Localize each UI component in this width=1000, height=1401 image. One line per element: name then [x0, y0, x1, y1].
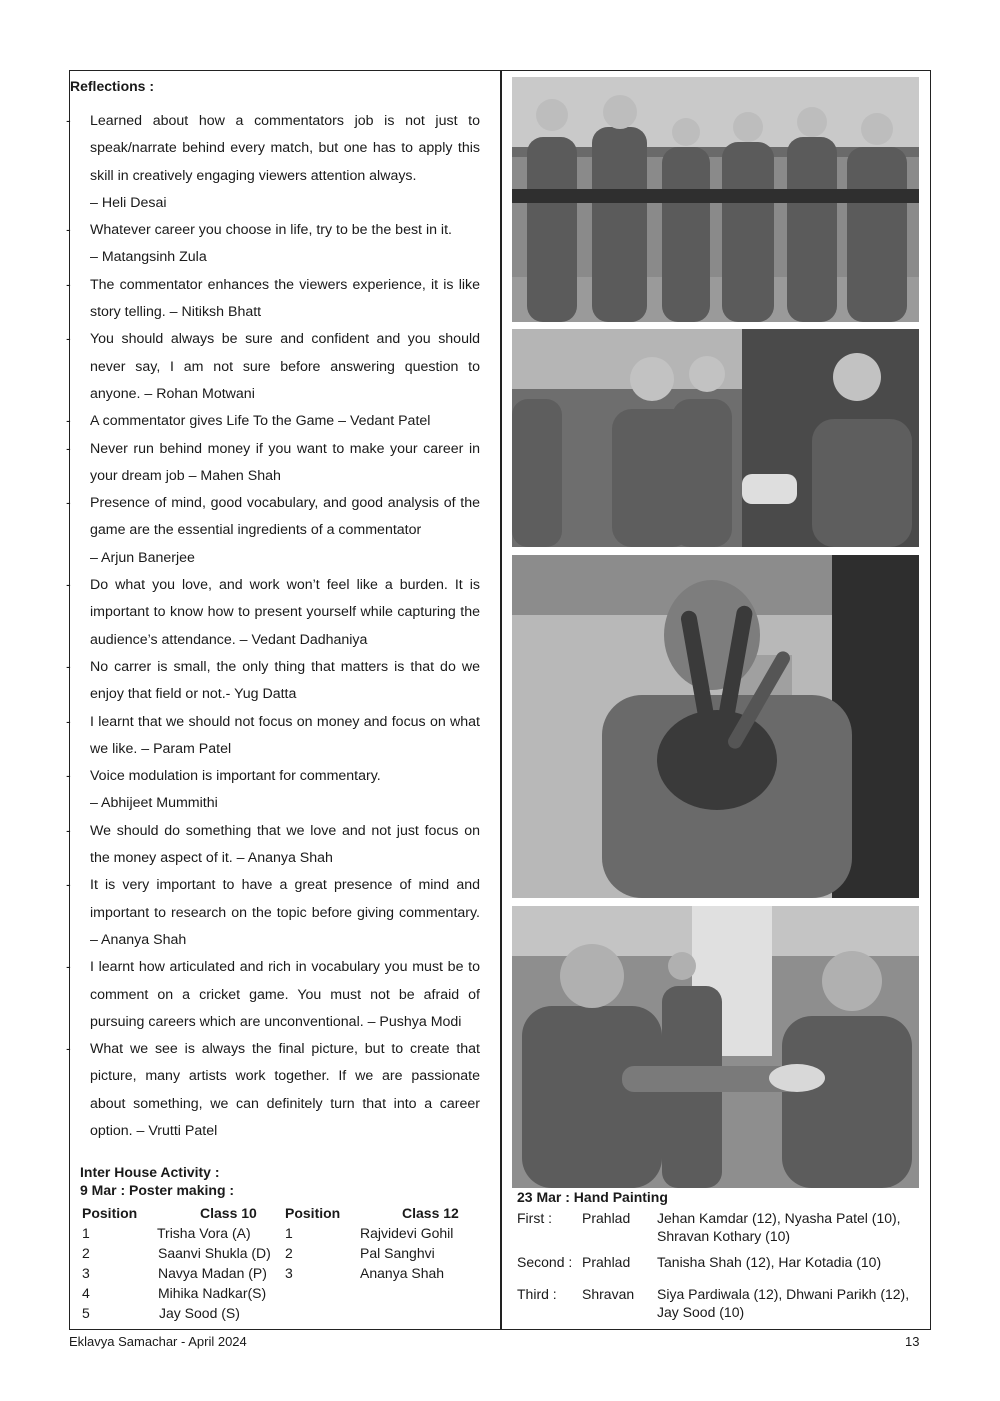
- reflections-heading: Reflections :: [70, 78, 155, 94]
- photo-painted-hand: [512, 555, 919, 898]
- reflection-item: - We should do something that we love and not just focus on the money aspect of it. – Ananya Shah: [66, 822, 480, 867]
- reflection-item: - Presence of mind, good vocabulary, and good analysis of the game are the essential ingredients of a commentator – Arjun Banerjee: [70, 490, 480, 572]
- hand-painting-title: 23 Mar : Hand Painting: [517, 1189, 668, 1205]
- table-header: Position Class 10 Position Class 12: [82, 1205, 459, 1221]
- reflection-author: – Abhijeet Mummithi: [90, 795, 218, 812]
- table-row: 1 Trisha Vora (A) 1 Rajvidevi Gohil: [82, 1225, 454, 1241]
- table-row: 2 Saanvi Shukla (D) 2 Pal Sanghvi: [82, 1245, 435, 1261]
- photo-students-hands: [512, 329, 919, 547]
- reflection-item: - A commentator gives Life To the Game – Vedant Patel: [66, 413, 431, 430]
- column-divider: [500, 70, 502, 1330]
- result-row: Second : Prahlad Tanisha Shah (12), Har Kotadia (10): [517, 1254, 882, 1270]
- table-row: 5 Jay Sood (S): [82, 1305, 240, 1321]
- publication-name: Eklavya Samachar - April 2024: [69, 1334, 247, 1349]
- reflection-item: - I learnt that we should not focus on money and focus on what we like. – Param Patel: [66, 713, 480, 757]
- reflection-item: - You should always be sure and confident and you should never say, I am not sure before answering question to anyone. – Rohan Motwani: [66, 331, 480, 402]
- reflection-author: – Matangsinh Zula: [90, 249, 207, 266]
- reflection-item: - It is very important to have a great presence of mind and important to research on the topic before giving commentary. – Ananya Shah: [66, 877, 480, 948]
- inter-house-title: Inter House Activity :: [80, 1164, 220, 1180]
- result-row: Third : Shravan Siya Pardiwala (12), Dhwani Parikh (12), Jay Sood (10): [517, 1286, 910, 1320]
- result-row: First : Prahlad Jehan Kamdar (12), Nyasha Patel (10), Shravan Kothary (10): [517, 1210, 901, 1244]
- reflection-item: - The commentator enhances the viewers experience, it is like story telling. – Nitiksh Bhatt: [66, 276, 480, 321]
- reflection-item: - Whatever career you choose in life, try to be the best in it. – Matangsinh Zula: [70, 217, 480, 272]
- poster-results-table: [82, 1203, 482, 1323]
- page-number: 13: [905, 1334, 920, 1349]
- reflection-author: – Arjun Banerjee: [90, 549, 195, 566]
- table-row: 4 Mihika Nadkar(S): [82, 1285, 267, 1301]
- reflection-item: - Do what you love, and work won’t feel like a burden. It is important to know how to present yourself while capturing the audience’s attendance. – Vedant Dadhaniya: [66, 577, 480, 648]
- reflections-list: [66, 108, 480, 1145]
- hand-painting-results: [517, 1189, 927, 1321]
- photo-students-row: [512, 77, 919, 322]
- poster-event-title: 9 Mar : Poster making :: [80, 1182, 235, 1198]
- reflections-section: [66, 78, 480, 1145]
- reflection-item: - Never run behind money if you want to make your career in your dream job – Mahen Shah: [66, 440, 480, 484]
- reflection-item: - I learnt how articulated and rich in vocabulary you must be to comment on a cricket game. You must not be afraid of pursuing careers which are unconventional. – Pushya Modi: [66, 959, 480, 1030]
- table-row: 3 Navya Madan (P) 3 Ananya Shah: [82, 1265, 445, 1281]
- inter-house-heading: [80, 1163, 480, 1199]
- reflection-item: - Learned about how a commentators job is not just to speak/narrate behind every match, but one has to apply this skill in creatively engaging viewers attention always. – Heli Desai: [70, 108, 480, 217]
- reflection-author: – Heli Desai: [90, 194, 167, 211]
- reflection-item: - Voice modulation is important for commentary. – Abhijeet Mummithi: [70, 763, 480, 818]
- reflection-item: - No carrer is small, the only thing that matters is that do we enjoy that field or not.- Yug Datta: [66, 658, 480, 703]
- photo-girls-hands: [512, 906, 919, 1188]
- reflection-item: - What we see is always the final picture, but to create that picture, many artists work together. If we are passionate about something, we can definitely turn that into a career option. – Vrutti Patel: [66, 1041, 480, 1139]
